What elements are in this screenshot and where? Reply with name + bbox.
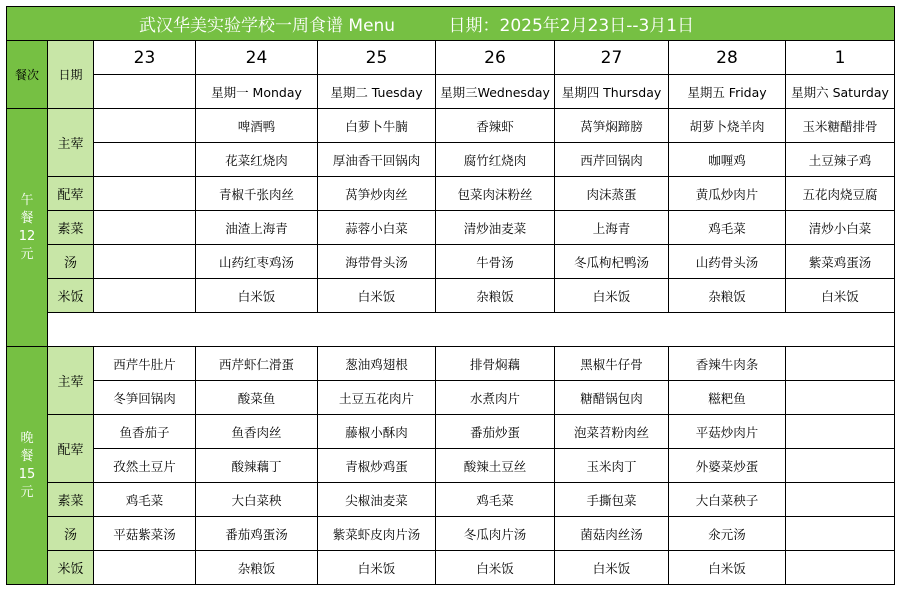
dish-cell [786,483,895,517]
dish-cell: 花菜红烧肉 [196,143,318,177]
dinner-category-main: 主荤 [48,347,94,415]
dish-cell [786,449,895,483]
dish-cell [94,245,196,279]
day-number-row [7,41,895,75]
dish-cell: 白米饭 [669,551,786,585]
dinner-label-char: 15 [18,466,36,482]
dish-cell: 白米饭 [436,551,555,585]
dinner-rice-row [7,551,895,585]
dish-cell [786,347,895,381]
dinner-main-row-2 [7,381,895,415]
dish-cell [786,381,895,415]
spacer-row [7,313,895,347]
dish-cell: 咖喱鸡 [669,143,786,177]
dish-cell: 莴笋炒肉丝 [318,177,436,211]
dish-cell: 五花肉烧豆腐 [786,177,895,211]
dish-cell: 香辣牛肉条 [669,347,786,381]
dish-cell: 土豆辣子鸡 [786,143,895,177]
dish-cell: 平菇炒肉片 [669,415,786,449]
dish-cell: 腐竹红烧肉 [436,143,555,177]
dish-cell [94,551,196,585]
dish-cell [94,143,196,177]
dish-cell: 白米饭 [196,279,318,313]
date-range: 日期：2025年2月23日--3月1日 [448,16,695,36]
dish-cell: 肉沫蒸蛋 [555,177,669,211]
lunch-label [7,109,48,347]
dinner-category-side: 配荤 [48,415,94,483]
dish-cell: 海带骨头汤 [318,245,436,279]
title-row [7,7,895,41]
dish-cell: 山药红枣鸡汤 [196,245,318,279]
dish-cell: 番茄炒蛋 [436,415,555,449]
dish-cell: 白米饭 [786,279,895,313]
dish-cell: 厚油香干回锅肉 [318,143,436,177]
dish-cell: 青椒千张肉丝 [196,177,318,211]
dish-cell: 糍粑鱼 [669,381,786,415]
dish-cell: 菌菇肉丝汤 [555,517,669,551]
dish-cell: 尖椒油麦菜 [318,483,436,517]
dish-cell [94,279,196,313]
dish-cell: 牛骨汤 [436,245,555,279]
dish-cell [94,211,196,245]
dish-cell: 莴笋焖蹄膀 [555,109,669,143]
day-number: 27 [555,41,669,75]
weekday: 星期三Wednesday [436,75,555,109]
dish-cell: 葱油鸡翅根 [318,347,436,381]
dish-cell: 西芹牛肚片 [94,347,196,381]
dish-cell: 大白菜秧 [196,483,318,517]
spacer [48,313,895,347]
dinner-main-row-1 [7,347,895,381]
dish-cell: 啤酒鸭 [196,109,318,143]
menu-sheet [6,6,894,596]
dish-cell: 香辣虾 [436,109,555,143]
dish-cell: 冬笋回锅肉 [94,381,196,415]
dish-cell: 鸡毛菜 [436,483,555,517]
dish-cell: 酸菜鱼 [196,381,318,415]
dish-cell: 白米饭 [318,279,436,313]
dish-cell: 白米饭 [318,551,436,585]
menu-title: 武汉华美实验学校一周食谱 Menu [139,16,396,36]
weekday-row [7,75,895,109]
dish-cell [786,415,895,449]
lunch-label-char: 餐 [20,210,34,226]
weekday: 星期六 Saturday [786,75,895,109]
dish-cell: 白萝卜牛腩 [318,109,436,143]
dish-cell: 杂粮饭 [436,279,555,313]
dish-cell: 蒜蓉小白菜 [318,211,436,245]
weekday: 星期五 Friday [669,75,786,109]
dish-cell [786,551,895,585]
dish-cell: 杂粮饭 [669,279,786,313]
dish-cell: 白米饭 [555,279,669,313]
dish-cell: 外婆菜炒蛋 [669,449,786,483]
lunch-main-row-2 [7,143,895,177]
dinner-label-char: 晚 [20,430,34,446]
lunch-label-char: 午 [20,192,34,208]
dish-cell: 白米饭 [555,551,669,585]
dinner-category-soup: 汤 [48,517,94,551]
dish-cell: 泡菜苕粉肉丝 [555,415,669,449]
dish-cell: 冬瓜肉片汤 [436,517,555,551]
dish-cell: 孜然土豆片 [94,449,196,483]
dish-cell: 排骨焖藕 [436,347,555,381]
weekday: 星期四 Thursday [555,75,669,109]
dish-cell: 藤椒小酥肉 [318,415,436,449]
lunch-veg-row [7,211,895,245]
day-number: 26 [436,41,555,75]
dish-cell: 土豆五花肉片 [318,381,436,415]
dinner-label-char: 餐 [20,448,34,464]
dish-cell: 酸辣藕丁 [196,449,318,483]
dinner-category-veg: 素菜 [48,483,94,517]
dish-cell: 西芹虾仁滑蛋 [196,347,318,381]
date-col-header: 日期 [48,41,94,109]
dinner-soup-row [7,517,895,551]
dinner-label-char: 元 [20,484,34,500]
dish-cell: 清炒小白菜 [786,211,895,245]
dish-cell: 青椒炒鸡蛋 [318,449,436,483]
dish-cell: 氽元汤 [669,517,786,551]
dinner-veg-row [7,483,895,517]
dinner-category-rice: 米饭 [48,551,94,585]
lunch-rice-row [7,279,895,313]
dish-cell: 手撕包菜 [555,483,669,517]
dish-cell: 上海青 [555,211,669,245]
dish-cell: 鱼香肉丝 [196,415,318,449]
dish-cell: 油渣上海青 [196,211,318,245]
dish-cell: 西芹回锅肉 [555,143,669,177]
day-number: 1 [786,41,895,75]
dish-cell: 紫菜虾皮肉片汤 [318,517,436,551]
dish-cell: 鱼香茄子 [94,415,196,449]
dish-cell: 平菇紫菜汤 [94,517,196,551]
dish-cell [94,177,196,211]
day-number: 24 [196,41,318,75]
weekday: 星期二 Tuesday [318,75,436,109]
lunch-category-soup: 汤 [48,245,94,279]
dish-cell: 胡萝卜烧羊肉 [669,109,786,143]
dish-cell: 包菜肉沫粉丝 [436,177,555,211]
dinner-side-row-1 [7,415,895,449]
dish-cell: 玉米糖醋排骨 [786,109,895,143]
dish-cell: 鸡毛菜 [669,211,786,245]
dinner-side-row-2 [7,449,895,483]
dish-cell: 酸辣土豆丝 [436,449,555,483]
dish-cell: 大白菜秧子 [669,483,786,517]
dish-cell: 山药骨头汤 [669,245,786,279]
lunch-side-row [7,177,895,211]
day-number: 25 [318,41,436,75]
dish-cell: 黄瓜炒肉片 [669,177,786,211]
lunch-soup-row [7,245,895,279]
dish-cell: 冬瓜枸杞鸭汤 [555,245,669,279]
dish-cell [94,109,196,143]
title-bar [7,7,895,41]
dish-cell: 鸡毛菜 [94,483,196,517]
dish-cell: 玉米肉丁 [555,449,669,483]
dish-cell: 水煮肉片 [436,381,555,415]
lunch-main-row-1 [7,109,895,143]
dish-cell [786,517,895,551]
dish-cell: 黑椒牛仔骨 [555,347,669,381]
day-number: 28 [669,41,786,75]
dish-cell: 紫菜鸡蛋汤 [786,245,895,279]
day-number: 23 [94,41,196,75]
lunch-label-char: 元 [20,246,34,262]
dish-cell: 杂粮饭 [196,551,318,585]
meal-col-header: 餐次 [7,41,48,109]
weekday: 星期一 Monday [196,75,318,109]
menu-table [6,6,895,585]
dinner-label [7,347,48,585]
weekday [94,75,196,109]
dish-cell: 糖醋锅包肉 [555,381,669,415]
lunch-category-veg: 素菜 [48,211,94,245]
dish-cell: 番茄鸡蛋汤 [196,517,318,551]
lunch-category-main: 主荤 [48,109,94,177]
lunch-category-side: 配荤 [48,177,94,211]
dish-cell: 清炒油麦菜 [436,211,555,245]
lunch-label-char: 12 [18,228,36,244]
lunch-category-rice: 米饭 [48,279,94,313]
